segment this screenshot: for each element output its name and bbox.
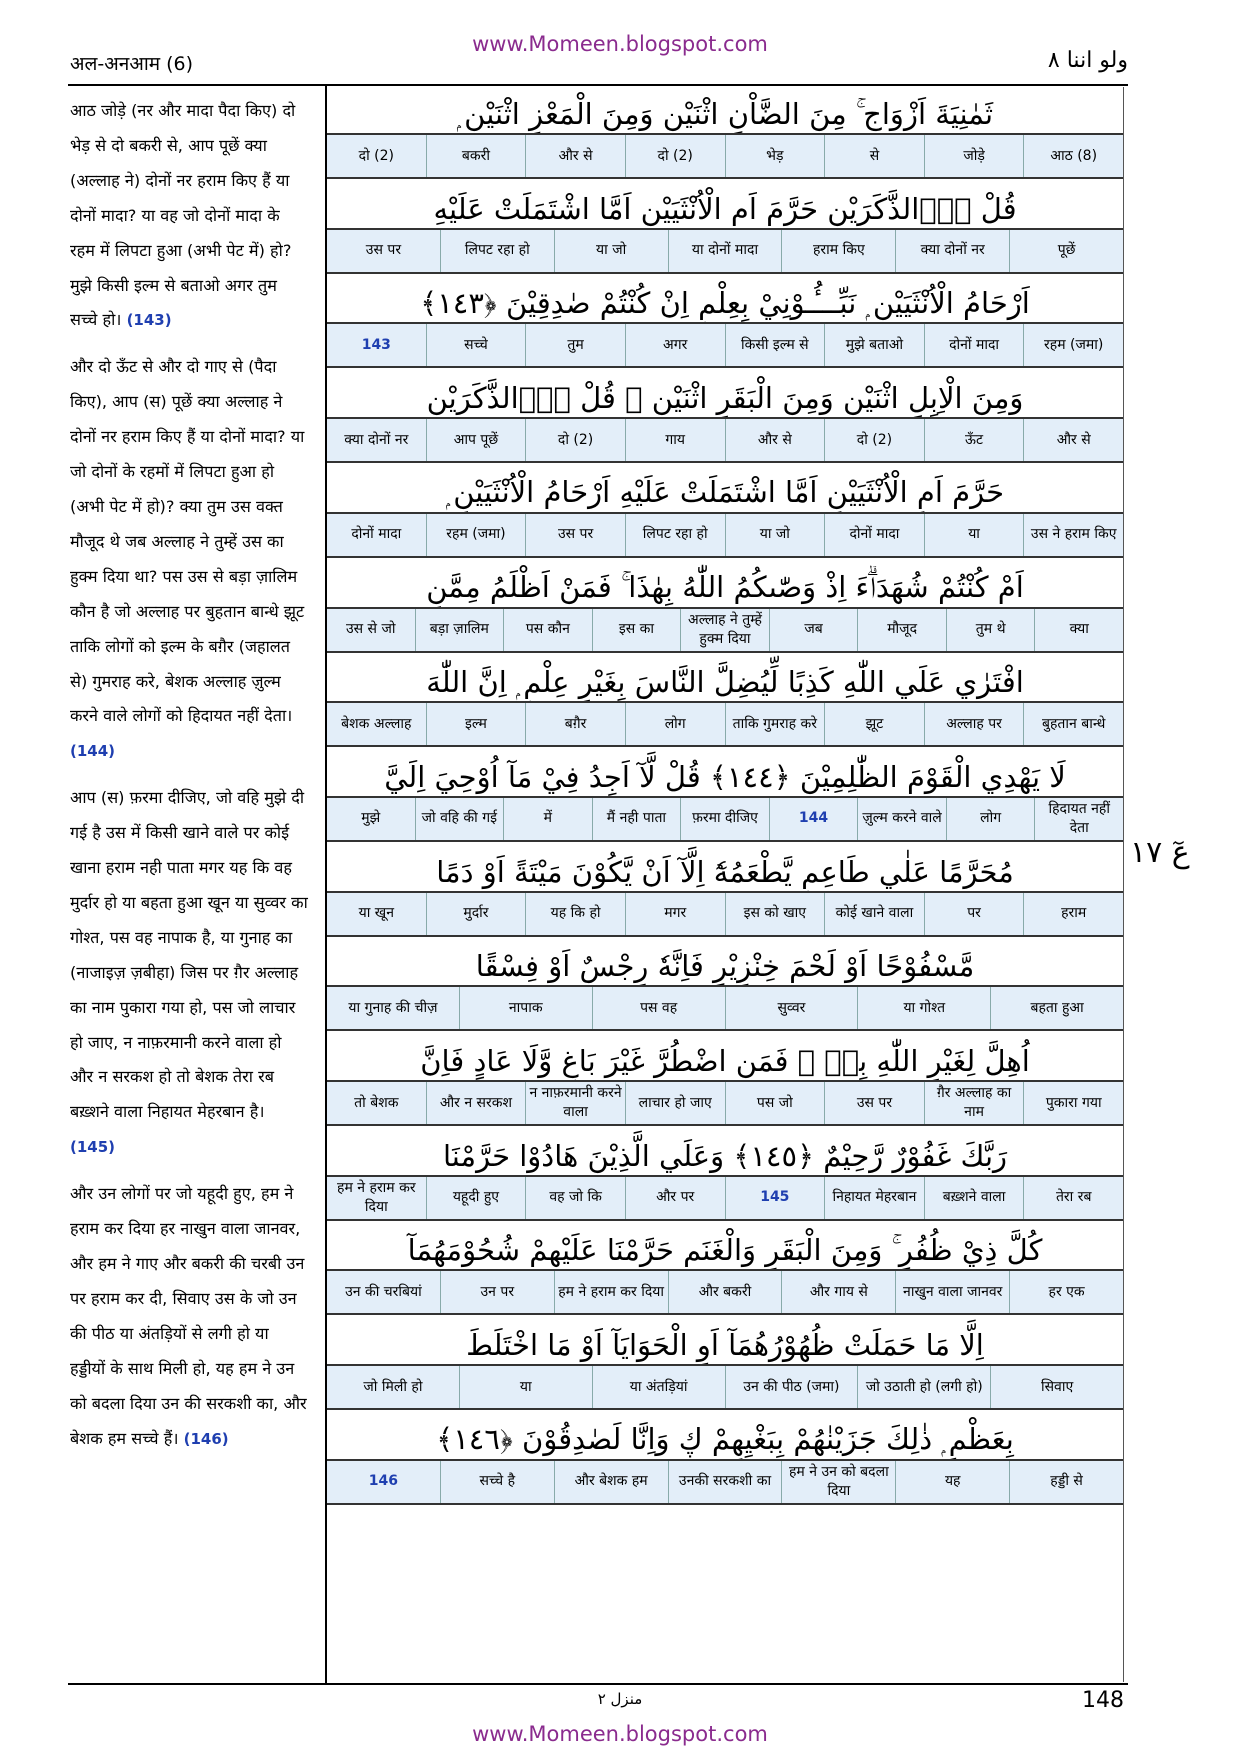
- word-meaning-cell: दो (2): [625, 135, 725, 177]
- word-meaning-cell: मुर्दार: [426, 893, 526, 935]
- surah-title: अल-अनआम (6): [70, 53, 194, 75]
- word-meaning-cell: पर: [924, 893, 1024, 935]
- arabic-verse-line: اَرْحَامُ الْاُنْثَيَيْنِ ۭ نَبِّـــُٔـوْنِيْ بِعِلْمٍ اِنْ كُنْتُمْ صٰدِقِيْنَ ﴿١٤٣﴾: [327, 276, 1123, 331]
- word-meaning-cell: पस जो: [725, 1082, 825, 1124]
- word-meaning-cell: दोनों मादा: [824, 514, 924, 556]
- arabic-verse-line: قُلْ ءٰۗالذَّكَرَيْنِ حَرَّمَ اَمِ الْاُنْثَيَيْنِ اَمَّا اشْتَمَلَتْ عَلَيْهِ: [327, 182, 1123, 237]
- word-meaning-cell: ऊँट: [924, 419, 1024, 461]
- manzil-label: منزل ٢: [597, 1690, 643, 1708]
- word-meaning-cell: जो मिली हो: [363, 1378, 423, 1395]
- verse-number: (145): [70, 1138, 116, 1157]
- translation-paragraph: [70, 94, 308, 338]
- word-meaning-cell: लिपट रहा हो: [625, 514, 725, 556]
- word-meaning-cell: हर एक: [1009, 1271, 1123, 1313]
- word-meaning-cell: या जो: [554, 230, 668, 272]
- word-meaning-cell: बकरी: [426, 135, 526, 177]
- word-meaning-cell: भेड़: [725, 135, 825, 177]
- word-meaning-cell: हिदायत नहीं देता: [1034, 798, 1123, 840]
- word-meaning-cell: लोग: [625, 703, 725, 745]
- translation-text: आप (स) फ़रमा दीजिए, जो वहि मुझे दी गई है उस में किसी खाने वाले पर कोई खाना हराम नही पाता मगर यह कि वह मुर्दार हो या बहता हुआ खून या सुव्वर का गोश्त, पस वह नापाक है, या गुनाह का (नाजाइज़ ज़बीहा) जिस पर ग़ैर अल्लाह का नाम पुकारा गया हो, पस जो लाचार हो जाए, न नाफ़रमानी करने वाला हो और न सरकश हो तो बेशक तेरा रब बख़्शने वाला निहायत मेहरबान है।: [70, 788, 308, 1122]
- word-meaning-cell: बहता हुआ: [990, 987, 1123, 1029]
- word-meaning-cell: उस से जो: [345, 621, 396, 637]
- word-meaning-row: [327, 1459, 1123, 1505]
- word-meaning-cell: उस पर: [365, 242, 402, 259]
- word-meaning-cell: और पर: [625, 1177, 725, 1219]
- word-meaning-row: [327, 133, 1123, 179]
- word-by-word-panel: [327, 87, 1124, 1682]
- word-meaning-cell: मुझे बताओ: [824, 324, 924, 366]
- word-meaning-cell: और न सरकश: [426, 1082, 526, 1124]
- word-meaning-cell: उन पर: [440, 1271, 554, 1313]
- word-meaning-cell: या जो: [725, 514, 825, 556]
- word-meaning-cell: बग़ैर: [525, 703, 625, 745]
- word-meaning-cell: बेशक अल्लाह: [341, 715, 412, 732]
- word-meaning-cell: झूट: [824, 703, 924, 745]
- word-meaning-cell: बुहतान बान्धे: [1023, 703, 1123, 745]
- word-meaning-cell: पस कौन: [503, 609, 592, 651]
- word-meaning-row: [327, 417, 1123, 463]
- word-meaning-cell: रहम (जमा): [426, 514, 526, 556]
- word-meaning-cell: हम ने हराम कर दिया: [554, 1271, 668, 1313]
- ruku-marker: عٓ ١٧: [1130, 835, 1190, 870]
- arabic-verse-line: رَبَّكَ غَفُوْرٌ رَّحِيْمٌ ﴿١٤٥﴾ وَعَلَي الَّذِيْنَ هَادُوْا حَرَّمْنَا: [327, 1129, 1123, 1184]
- word-meaning-row: [327, 1364, 1123, 1410]
- word-meaning-cell: मुझे: [361, 810, 381, 827]
- translation-text: आठ जोड़े (नर और मादा पैदा किए) दो भेड़ से दो बकरी से, आप पूछें क्या (अल्लाह ने) दोनों नर हराम किए हैं या दोनों मादा? या वह जो दोनों मादा के रहम में लिपटा हुआ (अभी पेट में) हो? मुझे किसी इल्म से बताओ अगर तुम सच्चे हो।: [70, 101, 296, 330]
- word-meaning-cell: गाय: [625, 419, 725, 461]
- word-meaning-row: [327, 1269, 1123, 1315]
- word-meaning-cell: हराम किए: [781, 230, 895, 272]
- word-meaning-cell: और बकरी: [668, 1271, 782, 1313]
- word-meaning-cell: बख़्शने वाला: [924, 1177, 1024, 1219]
- word-meaning-cell: रहम (जमा): [1023, 324, 1123, 366]
- arabic-verse-line: مُحَرَّمًا عَلٰي طَاعِمٍ يَّطْعَمُهٗٓ اِلَّآ اَنْ يَّكُوْنَ مَيْتَةً اَوْ دَمًا: [327, 845, 1123, 900]
- word-meaning-cell: उस ने हराम किए: [1023, 514, 1123, 556]
- word-meaning-cell: से: [824, 135, 924, 177]
- word-meaning-cell: हम ने उन को बदला दिया: [781, 1461, 895, 1503]
- word-meaning-cell: सच्चे: [426, 324, 526, 366]
- word-meaning-cell: और बेशक हम: [554, 1461, 668, 1503]
- word-meaning-cell: उनकी सरकशी का: [668, 1461, 782, 1503]
- word-meaning-cell: या खून: [358, 905, 395, 922]
- word-meaning-cell: और से: [725, 419, 825, 461]
- arabic-verse-line: وَمِنَ الْاِبِلِ اثْنَيْنِ وَمِنَ الْبَقَرِ اثْنَيْنِ ۭ قُلْ ءٰۗالذَّكَرَيْنِ: [327, 371, 1123, 426]
- word-meaning-cell: पूछें: [1009, 230, 1123, 272]
- verse-number: (143): [126, 311, 172, 330]
- arabic-verse-line: افْتَرٰي عَلَي اللّٰهِ كَذِبًا لِّيُضِلَّ النَّاسَ بِغَيْرِ عِلْمٍ ۭ اِنَّ اللّٰهَ: [327, 655, 1123, 710]
- verse-number: (146): [183, 1429, 229, 1448]
- arabic-verse-line: ثَمٰنِيَةَ اَزْوَاجٍ ۚ مِنَ الضَّاْنِ اثْنَيْنِ وَمِنَ الْمَعْزِ اثْنَيْنِ ۭ: [327, 87, 1123, 142]
- word-meaning-cell: मैं नही पाता: [592, 798, 681, 840]
- translation-text: और दो ऊँट से और दो गाए से (पैदा किए), आप (स) पूछें क्या अल्लाह ने दोनों नर हराम किए हैं या दोनों मादा? या जो दोनों के रहमों में लिपटा हुआ हो (अभी पेट में हो)? क्या तुम उस वक्त मौजूद थे जब अल्लाह ने तुम्हें उस का हुक्म दिया था? पस उस से बड़ा ज़ालिम कौन है जो अल्लाह पर बुहतान बान्धे झूट ताकि लोगों को इल्म के बग़ैर (जहालत से) गुमराह करे, बेशक अल्लाह ज़ुल्म करने वाले लोगों को हिदायत नहीं देता।: [70, 357, 305, 726]
- word-meaning-cell: मौजूद: [857, 609, 946, 651]
- word-meaning-cell: हड्डी से: [1009, 1461, 1123, 1503]
- word-meaning-cell: लाचार हो जाए: [625, 1082, 725, 1124]
- word-meaning-cell: जोड़े: [924, 135, 1024, 177]
- word-meaning-row: [327, 228, 1123, 274]
- word-meaning-cell: उस पर: [525, 514, 625, 556]
- word-meaning-row: [327, 322, 1123, 368]
- word-meaning-cell: बड़ा ज़ालिम: [415, 609, 504, 651]
- word-meaning-cell: अल्लाह ने तुम्हें हुक्म दिया: [680, 609, 769, 651]
- word-meaning-cell: लोग: [946, 798, 1035, 840]
- word-meaning-cell: तुम: [525, 324, 625, 366]
- word-meaning-cell: या गुनाह की चीज़: [348, 999, 438, 1016]
- word-meaning-cell: कोई खाने वाला: [824, 893, 924, 935]
- word-meaning-cell: इल्म: [426, 703, 526, 745]
- word-meaning-cell: हराम: [1023, 893, 1123, 935]
- word-meaning-cell: 146: [368, 1473, 399, 1490]
- translation-paragraph: [70, 1177, 308, 1456]
- word-meaning-cell: और से: [1023, 419, 1123, 461]
- word-meaning-cell: मगर: [625, 893, 725, 935]
- word-meaning-cell: उस पर: [824, 1082, 924, 1124]
- word-meaning-cell: सुव्वर: [725, 987, 858, 1029]
- word-meaning-cell: या: [924, 514, 1024, 556]
- word-meaning-cell: तो बेशक: [354, 1094, 399, 1111]
- word-meaning-cell: में: [503, 798, 592, 840]
- word-meaning-cell: लिपट रहा हो: [440, 230, 554, 272]
- word-meaning-cell: दो (2): [525, 419, 625, 461]
- word-meaning-cell: नाखुन वाला जानवर: [895, 1271, 1009, 1313]
- word-meaning-cell: या: [459, 1366, 592, 1408]
- translation-column: [70, 94, 308, 1468]
- word-meaning-row: [327, 512, 1123, 558]
- word-meaning-cell: यह कि हो: [525, 893, 625, 935]
- arabic-verse-line: بِعَظْمٍ ۭ ذٰلِكَ جَزَيْنٰهُمْ بِبَغْيِهِمْ ڮ وَاِنَّا لَصٰدِقُوْنَ ﴿١٤٦﴾: [327, 1413, 1123, 1468]
- arabic-verse-line: مَّسْفُوْحًا اَوْ لَحْمَ خِنْزِيْرٍ فَاِنَّهٗ رِجْسٌ اَوْ فِسْقًا: [327, 939, 1123, 994]
- word-meaning-cell: अल्लाह पर: [924, 703, 1024, 745]
- word-meaning-cell: तुम थे: [946, 609, 1035, 651]
- word-meaning-cell: ताकि गुमराह करे: [725, 703, 825, 745]
- translation-text: और उन लोगों पर जो यहूदी हुए, हम ने हराम कर दिया हर नाखुन वाला जानवर, और हम ने गाए और बकरी की चरबी उन पर हराम कर दी, सिवाए उस के जो उन की पीठ या अंतड़ियों से लगी हो या हड्डीयों के साथ मिली हो, यह हम ने उन को बदला दिया उन की सरकशी का, और बेशक हम सच्चे हैं।: [70, 1184, 307, 1448]
- word-meaning-row: [327, 891, 1123, 937]
- word-meaning-cell: वह जो कि: [525, 1177, 625, 1219]
- word-meaning-cell: या अंतड़ियां: [592, 1366, 725, 1408]
- arabic-verse-line: اَمْ كُنْتُمْ شُهَدَاۗءَ اِذْ وَصّٰىكُمُ اللّٰهُ بِهٰذَا ۚ فَمَنْ اَظْلَمُ مِمَّنِ: [327, 561, 1123, 616]
- word-meaning-cell: जब: [769, 609, 858, 651]
- arabic-verse-line: حَرَّمَ اَمِ الْاُنْثَيَيْنِ اَمَّا اشْتَمَلَتْ عَلَيْهِ اَرْحَامُ الْاُنْثَيَيْنِ ۭ: [327, 466, 1123, 521]
- word-meaning-cell: 145: [725, 1177, 825, 1219]
- verse-number: (144): [70, 742, 116, 761]
- word-meaning-cell: दोनों मादा: [351, 526, 402, 543]
- word-meaning-cell: सिवाए: [990, 1366, 1123, 1408]
- word-meaning-cell: आठ (8): [1023, 135, 1123, 177]
- word-meaning-cell: या दोनों मादा: [668, 230, 782, 272]
- word-meaning-cell: और से: [525, 135, 625, 177]
- word-meaning-cell: हम ने हराम कर दिया: [337, 1179, 416, 1215]
- word-meaning-cell: दो (2): [358, 147, 394, 164]
- word-meaning-row: [327, 701, 1123, 747]
- site-url-top[interactable]: www.Momeen.blogspot.com: [472, 32, 768, 56]
- arabic-verse-line: اِلَّا مَا حَمَلَتْ ظُهُوْرُهُمَآ اَوِ الْحَوَايَآ اَوْ مَا اخْتَلَطَ: [327, 1318, 1123, 1373]
- word-meaning-row: [327, 1175, 1123, 1221]
- word-meaning-cell: इस को खाए: [725, 893, 825, 935]
- arabic-verse-line: كُلَّ ذِيْ ظُفُرٍ ۚ وَمِنَ الْبَقَرِ وَالْغَنَمِ حَرَّمْنَا عَلَيْهِمْ شُحُوْمَهُمَآ: [327, 1223, 1123, 1278]
- word-meaning-cell: निहायत मेहरबान: [824, 1177, 924, 1219]
- arabic-verse-line: اُهِلَّ لِغَيْرِ اللّٰهِ بِهٖ ۚ فَمَنِ اضْطُرَّ غَيْرَ بَاغٍ وَّلَا عَادٍ فَاِنَّ: [327, 1034, 1123, 1089]
- word-meaning-row: [327, 607, 1123, 653]
- word-meaning-cell: और गाय से: [781, 1271, 895, 1313]
- word-meaning-row: [327, 796, 1123, 842]
- translation-paragraph: [70, 350, 308, 769]
- word-meaning-row: [327, 1080, 1123, 1126]
- word-meaning-cell: यहूदी हुए: [426, 1177, 526, 1219]
- arabic-verse-line: لَا يَهْدِي الْقَوْمَ الظّٰلِمِيْنَ ﴿١٤٤﴾ قُلْ لَّآ اَجِدُ فِيْ مَآ اُوْحِيَ اِلَيَّ: [327, 750, 1123, 805]
- word-meaning-cell: जो वहि की गई: [415, 798, 504, 840]
- word-meaning-cell: दो (2): [824, 419, 924, 461]
- word-meaning-cell: अगर: [625, 324, 725, 366]
- word-meaning-cell: उन की चरबियां: [345, 1283, 422, 1300]
- word-meaning-cell: पस वह: [592, 987, 725, 1029]
- word-meaning-cell: न नाफ़रमानी करने वाला: [525, 1082, 625, 1124]
- word-meaning-cell: 143: [361, 336, 391, 353]
- word-meaning-cell: फ़रमा दीजिए: [680, 798, 769, 840]
- word-meaning-cell: ग़ैर अल्लाह का नाम: [924, 1082, 1024, 1124]
- bottom-rule: [68, 1683, 1128, 1685]
- translation-paragraph: [70, 781, 308, 1165]
- word-meaning-cell: जो उठाती हो (लगी हो): [857, 1366, 990, 1408]
- word-meaning-cell: दोनों मादा: [924, 324, 1024, 366]
- word-meaning-cell: ज़ुल्म करने वाले: [857, 798, 946, 840]
- word-meaning-cell: यह: [895, 1461, 1009, 1503]
- top-rule: [68, 84, 1128, 86]
- word-meaning-cell: क्या दोनों नर: [344, 431, 409, 448]
- word-meaning-cell: उन की पीठ (जमा): [725, 1366, 858, 1408]
- page-number: 148: [1082, 1688, 1124, 1713]
- word-meaning-cell: इस का: [592, 609, 681, 651]
- word-meaning-cell: या गोश्त: [857, 987, 990, 1029]
- word-meaning-cell: क्या दोनों नर: [895, 230, 1009, 272]
- word-meaning-cell: आप पूछें: [426, 419, 526, 461]
- word-meaning-cell: पुकारा गया: [1023, 1082, 1123, 1124]
- site-url-bottom[interactable]: www.Momeen.blogspot.com: [472, 1722, 768, 1746]
- juz-title: ولو اننا ٨: [1047, 48, 1128, 73]
- word-meaning-cell: किसी इल्म से: [725, 324, 825, 366]
- word-meaning-cell: 144: [769, 798, 858, 840]
- word-meaning-cell: नापाक: [459, 987, 592, 1029]
- word-meaning-cell: सच्चे है: [440, 1461, 554, 1503]
- word-meaning-row: [327, 985, 1123, 1031]
- word-meaning-cell: क्या: [1034, 609, 1123, 651]
- word-meaning-cell: तेरा रब: [1023, 1177, 1123, 1219]
